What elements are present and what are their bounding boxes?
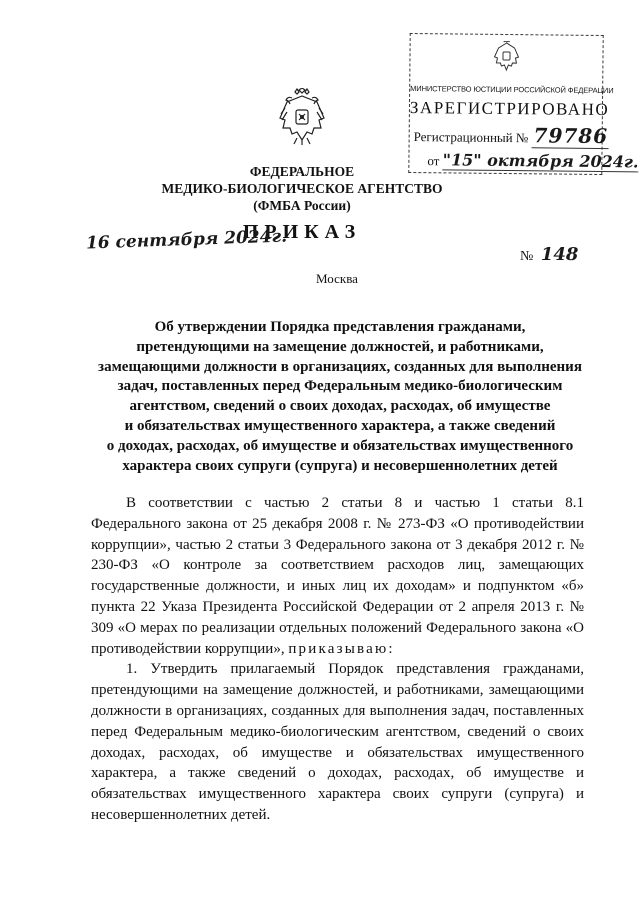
registration-stamp	[408, 33, 639, 175]
title-line: агентством, сведений о своих доходах, расходах, об имуществе	[129, 398, 551, 415]
order-date: 16 сентября 2024г.	[85, 226, 288, 254]
title-line: характера своих супруги (супруга) и несовершеннолетних детей	[122, 457, 558, 474]
stamp-registered-text: ЗАРЕГИСТРИРОВАНО	[409, 97, 610, 120]
title-line: замещающими должности в организациях, созданных для выполнения	[98, 358, 582, 375]
agency-name-line: МЕДИКО-БИОЛОГИЧЕСКОЕ АГЕНТСТВО	[161, 181, 443, 196]
title-line: Об утверждении Порядка представления гражданами,	[154, 319, 526, 335]
title-line: о доходах, расходах, об имуществе и обязательствах имущественного	[106, 437, 574, 454]
title-line: и обязательствах имущественного характера, а также сведений	[124, 417, 556, 434]
stamp-reg-label: Регистрационный №	[413, 129, 529, 146]
stamp-date-prefix: от	[427, 153, 440, 169]
city: Москва	[316, 271, 358, 286]
agency-name-line: ФЕДЕРАЛЬНОЕ	[249, 164, 355, 179]
title-line: задач, поставленных перед Федеральным медико-биологическим	[117, 378, 563, 395]
stamp-date-value: "15" октября 2024г.	[442, 150, 639, 172]
order-title: ПРИКАЗ	[242, 221, 362, 243]
stamp-reg-number: 79786	[531, 123, 608, 149]
stamp-emblem	[492, 41, 520, 73]
body-paragraph-item-1: 1. Утвердить прилагаемый Порядок представления гражданами, претендующими на замещение должностей, и работниками, замещающими должности в организациях, созданных для выполнения задач, поставленных перед Федеральным медико-биологическим агентством, сведений о своих доходах, расходах, об имуществе и обязательствах имущественного характера, а также сведений о доходах, расходах, об имуществе и обязательствах имущественного характера своих супруги (супруга) и несовершеннолетних детей.	[91, 661, 584, 823]
coat-of-arms-emblem	[277, 88, 327, 146]
stamp-ministry-text: МИНИСТЕРСТВО ЮСТИЦИИ РОССИЙСКОЙ ФЕДЕРАЦИИ	[410, 83, 614, 96]
order-number-label: №	[520, 249, 534, 264]
order-number-value: 148	[540, 244, 579, 265]
stamp-registration-line	[414, 122, 609, 148]
order-number	[520, 244, 578, 265]
document-body	[91, 493, 584, 826]
document-title	[90, 318, 590, 476]
title-line: претендующими на замещение должностей, и работниками,	[136, 338, 544, 355]
preamble-text: В соответствии с частью 2 статьи 8 и частью 1 статьи 8.1 Федерального закона от 25 декабря 2008 г. № 273-ФЗ «О противодействии коррупции», частью 2 статьи 3 Федерального закона от 3 декабря 2012 г. № 230-ФЗ «О контроле за соответствием расходов лиц, замещающих государственные должности, и иных лиц их доходам» и подпунктом «б» пункта 22 Указа Президента Российской Федерации от 2 апреля 2013 г. № 309 «О мерах по реализации отдельных положений Федерального закона «О противодействии коррупции»,	[91, 495, 584, 657]
agency-name-line: (ФМБА России)	[253, 198, 351, 213]
stamp-date-line	[427, 150, 638, 171]
body-paragraph-preamble	[91, 493, 584, 659]
order-word: приказываю:	[288, 640, 395, 657]
agency-name	[150, 163, 454, 214]
